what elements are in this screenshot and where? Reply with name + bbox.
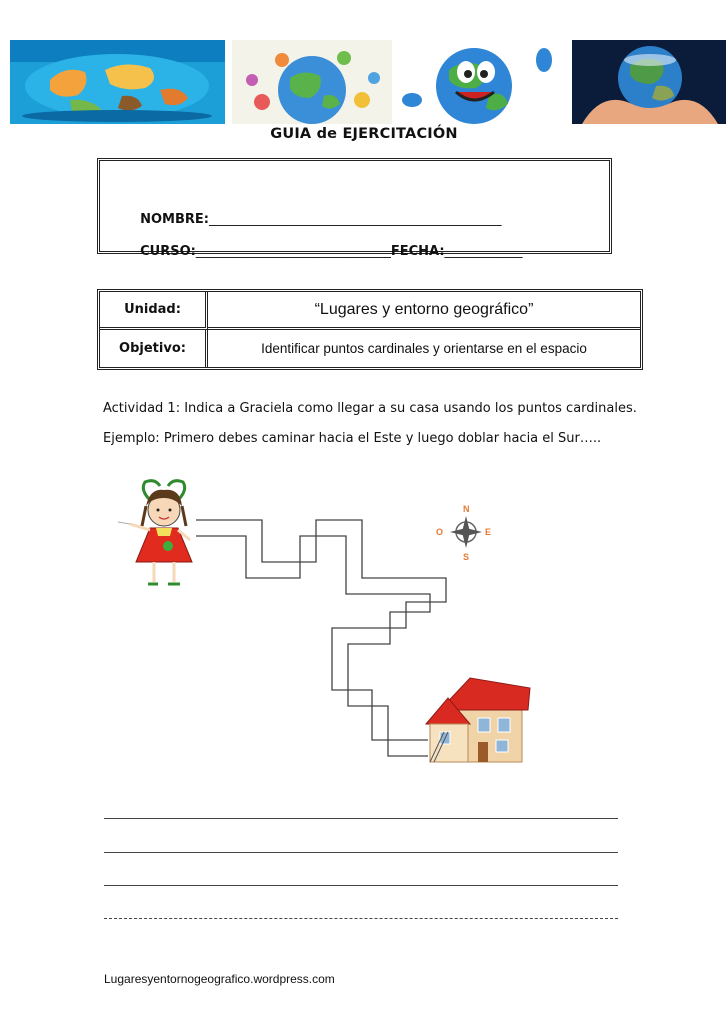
compass-icon — [436, 504, 491, 562]
cartoon-globe-image — [394, 40, 564, 124]
world-map-image — [10, 40, 225, 124]
fecha-line: ____________ — [444, 244, 523, 259]
girl-graciela-image — [118, 481, 192, 584]
curso-field[interactable] — [122, 229, 523, 274]
activity-instruction: Actividad 1: Indica a Graciela como llegar a su casa usando los puntos cardinales. — [103, 401, 637, 416]
compass-east-label: E — [485, 527, 492, 537]
children-globe-image — [232, 40, 392, 124]
earth-in-hands-image — [572, 40, 726, 124]
student-info-box — [97, 158, 612, 259]
fecha-label: FECHA: — [390, 244, 445, 259]
objetivo-value-cell — [208, 330, 640, 367]
footer-url: Lugaresyentornogeografico.wordpress.com — [104, 972, 335, 986]
unidad-value: “Lugares y entorno geográfico” — [314, 300, 534, 318]
answer-line-4[interactable] — [104, 918, 618, 919]
page-title: GUIA de EJERCITACIÓN — [270, 126, 458, 142]
answer-line-1[interactable] — [104, 818, 618, 819]
unidad-label: Unidad: — [124, 302, 181, 317]
unidad-value-cell — [208, 292, 640, 330]
compass-north-label: N — [463, 504, 470, 514]
house-image — [426, 678, 530, 762]
maze-illustration — [0, 470, 728, 780]
answer-line-3[interactable] — [104, 885, 618, 886]
curso-line: ______________________________ — [195, 244, 391, 259]
activity-example: Ejemplo: Primero debes caminar hacia el Este y luego doblar hacia el Sur….. — [103, 431, 602, 446]
unit-table — [97, 289, 643, 370]
maze-path — [196, 520, 446, 756]
nombre-line: _____________________________________________ — [208, 212, 502, 227]
nombre-label: NOMBRE: — [140, 212, 209, 227]
objetivo-label: Objetivo: — [119, 341, 186, 356]
header-banner — [10, 40, 726, 124]
answer-line-2[interactable] — [104, 852, 618, 853]
curso-label: CURSO: — [140, 244, 196, 259]
compass-south-label: S — [463, 552, 470, 562]
compass-west-label: O — [436, 527, 444, 537]
objetivo-value: Identificar puntos cardinales y orientarse en el espacio — [261, 341, 587, 356]
objetivo-label-cell — [100, 330, 208, 367]
unidad-label-cell — [100, 292, 208, 330]
